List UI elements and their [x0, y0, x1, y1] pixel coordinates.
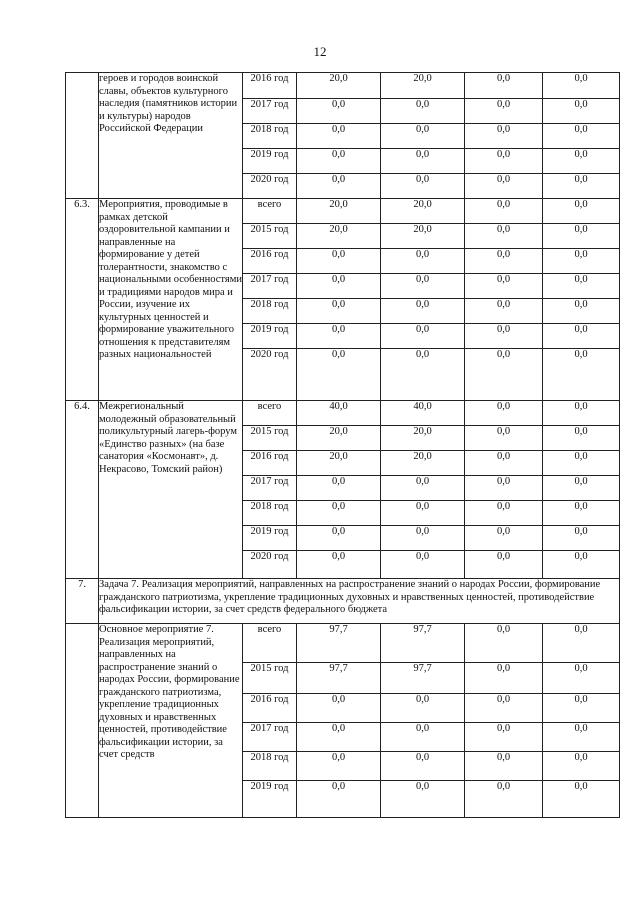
- value-total: 0,0: [297, 551, 381, 579]
- value-other: 0,0: [543, 224, 620, 249]
- value-total: 0,0: [297, 174, 381, 199]
- value-regional: 0,0: [465, 723, 543, 752]
- value-total: 0,0: [297, 781, 381, 818]
- period-cell: 2015 год: [243, 663, 297, 694]
- value-regional: 0,0: [465, 401, 543, 426]
- value-total: 0,0: [297, 752, 381, 781]
- value-regional: 0,0: [465, 73, 543, 99]
- value-regional: 0,0: [465, 781, 543, 818]
- value-total: 0,0: [297, 476, 381, 501]
- value-regional: 0,0: [465, 324, 543, 349]
- budget-table: [65, 72, 620, 818]
- value-total: 0,0: [297, 299, 381, 324]
- value-regional: 0,0: [465, 124, 543, 149]
- value-regional: 0,0: [465, 349, 543, 401]
- period-cell: 2017 год: [243, 476, 297, 501]
- value-total: 0,0: [297, 324, 381, 349]
- period-cell: 2019 год: [243, 149, 297, 174]
- value-total: 20,0: [297, 224, 381, 249]
- value-federal: 0,0: [381, 299, 465, 324]
- value-federal: 20,0: [381, 73, 465, 99]
- value-federal: 0,0: [381, 551, 465, 579]
- value-other: 0,0: [543, 99, 620, 124]
- row-number: 6.4.: [66, 401, 99, 579]
- value-regional: 0,0: [465, 501, 543, 526]
- value-total: 0,0: [297, 274, 381, 299]
- activity-name: героев и городов воинской славы, объектов культурного наследия (памятников истории и культуры) народов Российской Федерации: [99, 73, 243, 199]
- value-other: 0,0: [543, 476, 620, 501]
- value-total: 97,7: [297, 624, 381, 663]
- value-federal: 0,0: [381, 781, 465, 818]
- value-total: 20,0: [297, 451, 381, 476]
- value-other: 0,0: [543, 149, 620, 174]
- value-regional: 0,0: [465, 526, 543, 551]
- period-cell: 2017 год: [243, 274, 297, 299]
- value-total: 20,0: [297, 199, 381, 224]
- value-other: 0,0: [543, 349, 620, 401]
- value-federal: 0,0: [381, 501, 465, 526]
- activity-name: Межрегиональный молодежный образовательный поликультурный лагерь-форум «Единство разных» (на базе санатория «Космонавт», д. Некрасово, Томский район): [99, 401, 243, 579]
- value-federal: 0,0: [381, 694, 465, 723]
- period-cell: 2017 год: [243, 99, 297, 124]
- value-total: 0,0: [297, 526, 381, 551]
- period-cell: 2018 год: [243, 299, 297, 324]
- period-cell: 2019 год: [243, 526, 297, 551]
- period-cell: 2019 год: [243, 781, 297, 818]
- value-federal: 0,0: [381, 476, 465, 501]
- value-total: 20,0: [297, 73, 381, 99]
- value-other: 0,0: [543, 426, 620, 451]
- value-regional: 0,0: [465, 99, 543, 124]
- value-regional: 0,0: [465, 199, 543, 224]
- activity-name: Мероприятия, проводимые в рамках детской оздоровительной кампании и направленные на формирование у детей толерантности, знакомство с национальными особенностями и традициями народов мира и России, изучение их культурных ценностей и формирование уважительного отношения к представителям разных национальностей: [99, 199, 243, 401]
- value-federal: 0,0: [381, 124, 465, 149]
- value-total: 0,0: [297, 249, 381, 274]
- period-cell: 2019 год: [243, 324, 297, 349]
- value-federal: 40,0: [381, 401, 465, 426]
- value-other: 0,0: [543, 723, 620, 752]
- value-federal: 0,0: [381, 99, 465, 124]
- row-number: 6.3.: [66, 199, 99, 401]
- value-other: 0,0: [543, 451, 620, 476]
- value-total: 40,0: [297, 401, 381, 426]
- value-regional: 0,0: [465, 551, 543, 579]
- value-federal: 0,0: [381, 324, 465, 349]
- period-cell: 2018 год: [243, 752, 297, 781]
- value-total: 0,0: [297, 124, 381, 149]
- value-regional: 0,0: [465, 694, 543, 723]
- value-regional: 0,0: [465, 451, 543, 476]
- period-cell: 2016 год: [243, 694, 297, 723]
- value-federal: 20,0: [381, 451, 465, 476]
- table-row: [66, 624, 620, 663]
- period-cell: 2020 год: [243, 551, 297, 579]
- value-regional: 0,0: [465, 476, 543, 501]
- period-cell: 2017 год: [243, 723, 297, 752]
- value-other: 0,0: [543, 249, 620, 274]
- period-cell: всего: [243, 401, 297, 426]
- period-cell: 2016 год: [243, 451, 297, 476]
- value-total: 0,0: [297, 501, 381, 526]
- value-total: 0,0: [297, 99, 381, 124]
- value-federal: 0,0: [381, 349, 465, 401]
- value-regional: 0,0: [465, 249, 543, 274]
- table-row: [66, 401, 620, 426]
- value-regional: 0,0: [465, 274, 543, 299]
- value-federal: 0,0: [381, 526, 465, 551]
- value-total: 0,0: [297, 349, 381, 401]
- value-other: 0,0: [543, 752, 620, 781]
- value-regional: 0,0: [465, 426, 543, 451]
- period-cell: 2016 год: [243, 249, 297, 274]
- value-other: 0,0: [543, 274, 620, 299]
- value-other: 0,0: [543, 324, 620, 349]
- period-cell: 2018 год: [243, 501, 297, 526]
- value-federal: 20,0: [381, 199, 465, 224]
- value-regional: 0,0: [465, 149, 543, 174]
- value-regional: 0,0: [465, 663, 543, 694]
- value-total: 97,7: [297, 663, 381, 694]
- value-other: 0,0: [543, 781, 620, 818]
- period-cell: всего: [243, 624, 297, 663]
- period-cell: 2015 год: [243, 426, 297, 451]
- value-other: 0,0: [543, 174, 620, 199]
- value-other: 0,0: [543, 73, 620, 99]
- value-federal: 97,7: [381, 663, 465, 694]
- value-federal: 0,0: [381, 723, 465, 752]
- value-total: 0,0: [297, 149, 381, 174]
- period-cell: 2020 год: [243, 349, 297, 401]
- row-number: 7.: [66, 579, 99, 624]
- period-cell: 2018 год: [243, 124, 297, 149]
- value-regional: 0,0: [465, 174, 543, 199]
- value-federal: 97,7: [381, 624, 465, 663]
- value-regional: 0,0: [465, 752, 543, 781]
- row-number: [66, 624, 99, 818]
- value-other: 0,0: [543, 551, 620, 579]
- value-federal: 0,0: [381, 174, 465, 199]
- value-total: 0,0: [297, 723, 381, 752]
- value-federal: 0,0: [381, 274, 465, 299]
- value-federal: 0,0: [381, 752, 465, 781]
- period-cell: 2015 год: [243, 224, 297, 249]
- table-row: [66, 73, 620, 99]
- value-regional: 0,0: [465, 224, 543, 249]
- task-row: [66, 579, 620, 624]
- row-number: [66, 73, 99, 199]
- value-other: 0,0: [543, 124, 620, 149]
- value-other: 0,0: [543, 624, 620, 663]
- value-federal: 20,0: [381, 426, 465, 451]
- period-cell: 2016 год: [243, 73, 297, 99]
- table-row: [66, 199, 620, 224]
- period-cell: 2020 год: [243, 174, 297, 199]
- value-other: 0,0: [543, 199, 620, 224]
- value-federal: 0,0: [381, 249, 465, 274]
- value-regional: 0,0: [465, 624, 543, 663]
- task-text: Задача 7. Реализация мероприятий, направленных на распространение знаний о народах России, формирование гражданского патриотизма, укрепление традиционных духовных и нравственных ценностей, противодействие фальсификации истории, за счет средств федерального бюджета: [99, 579, 620, 624]
- table-body: [66, 73, 620, 818]
- page-number: 12: [313, 44, 327, 59]
- value-other: 0,0: [543, 694, 620, 723]
- activity-name: Основное мероприятие 7. Реализация мероприятий, направленных на распространение знаний о народах России, формирование гражданского патриотизма, укрепление традиционных духовных и нравственных ценностей, противодействие фальсификации истории, за счет средств: [99, 624, 243, 818]
- value-regional: 0,0: [465, 299, 543, 324]
- period-cell: всего: [243, 199, 297, 224]
- value-federal: 0,0: [381, 149, 465, 174]
- value-total: 0,0: [297, 694, 381, 723]
- value-other: 0,0: [543, 526, 620, 551]
- value-other: 0,0: [543, 501, 620, 526]
- value-other: 0,0: [543, 401, 620, 426]
- value-total: 20,0: [297, 426, 381, 451]
- value-other: 0,0: [543, 663, 620, 694]
- value-other: 0,0: [543, 299, 620, 324]
- value-federal: 20,0: [381, 224, 465, 249]
